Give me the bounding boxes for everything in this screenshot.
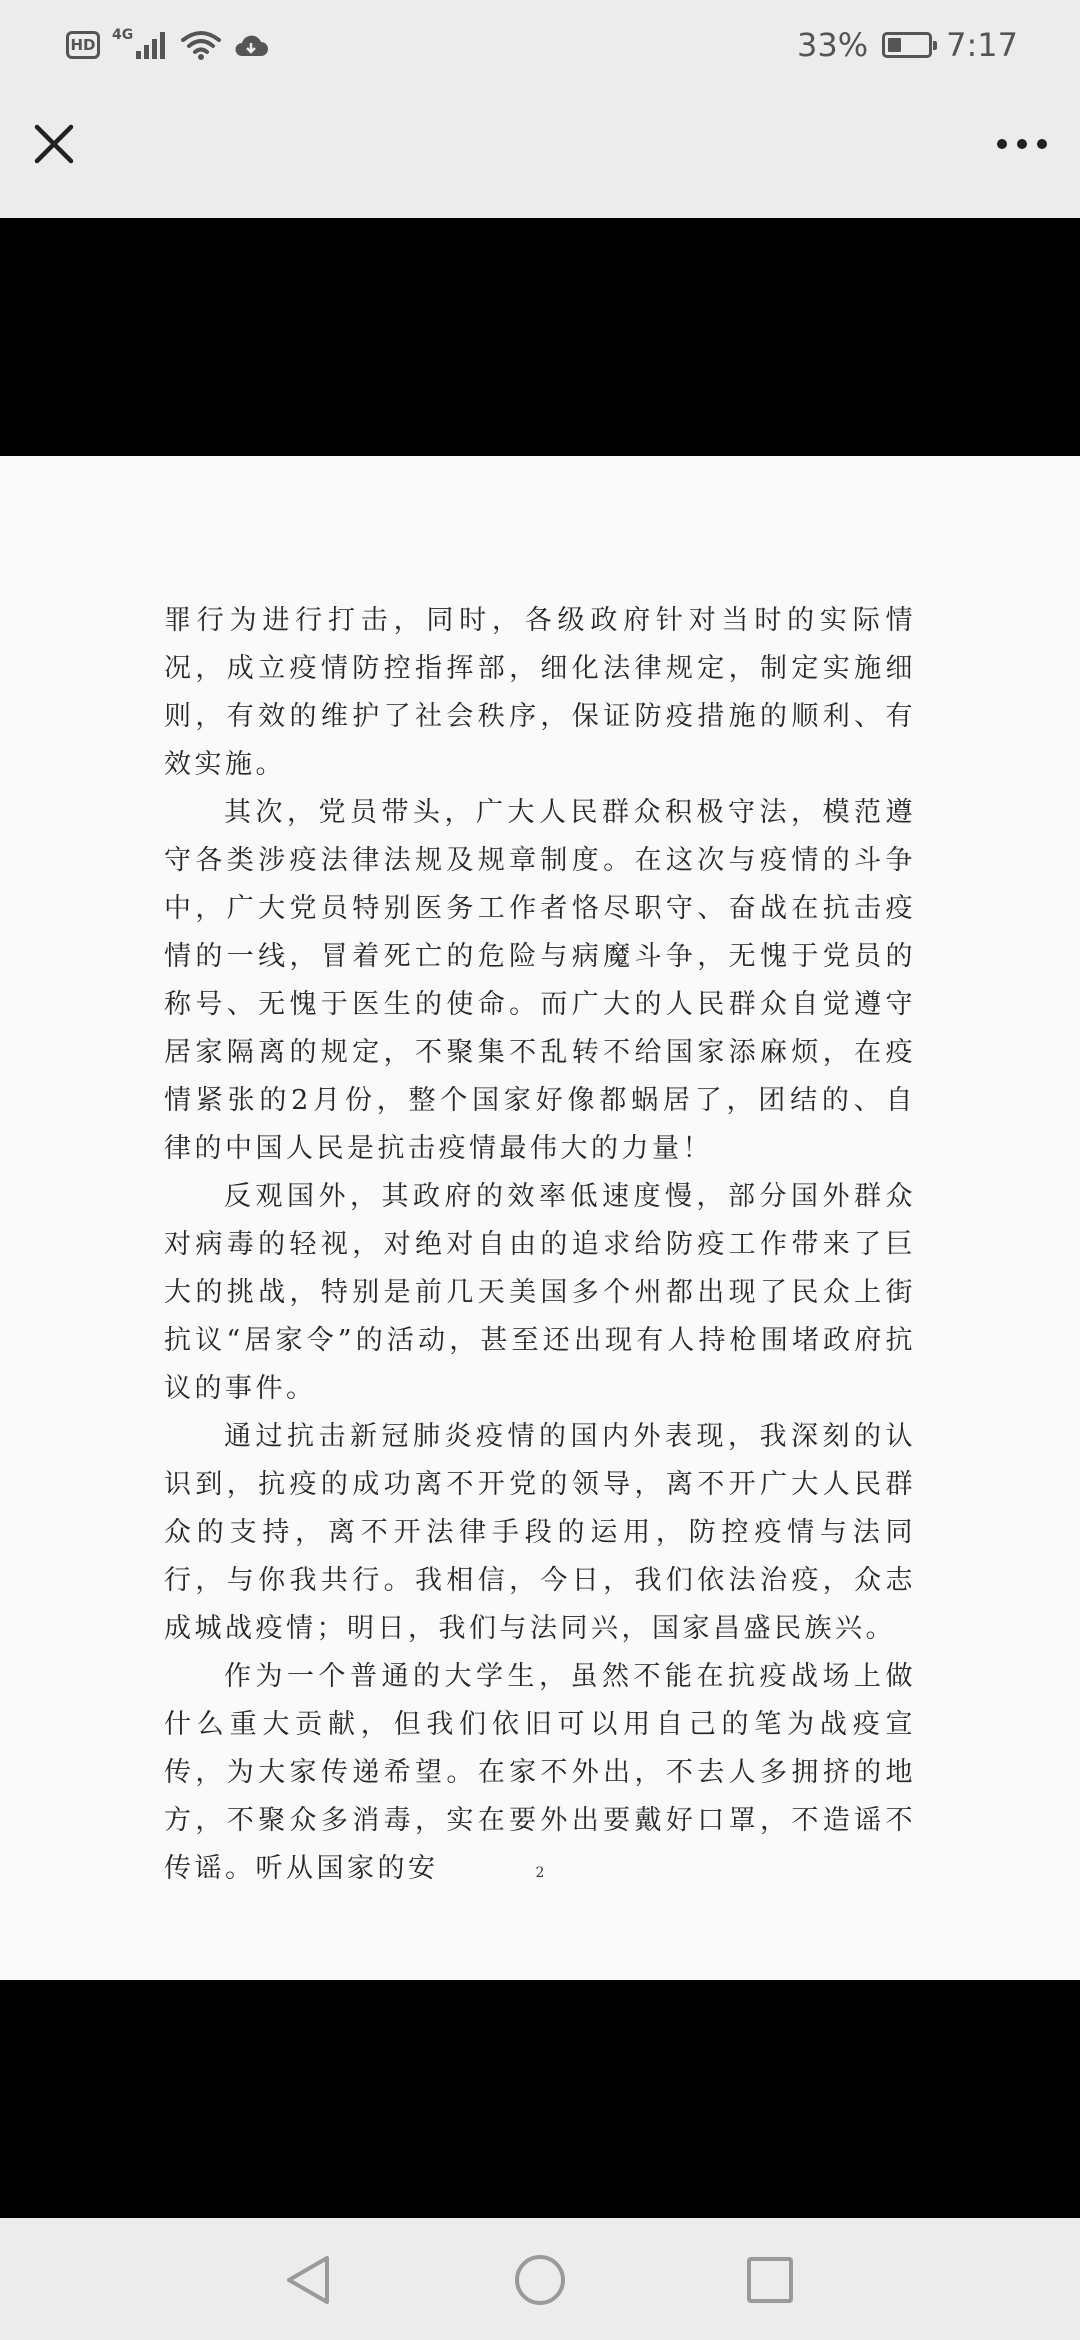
signal-icon	[135, 30, 169, 60]
battery-level-fill	[888, 38, 901, 52]
document-page	[0, 456, 1080, 1980]
recents-button[interactable]	[738, 2248, 802, 2312]
recents-square-icon	[745, 2255, 795, 2305]
close-button[interactable]	[28, 118, 80, 170]
hd-badge: HD	[66, 31, 100, 59]
clock: 7:17	[946, 26, 1018, 64]
battery-icon	[882, 32, 932, 58]
action-bar	[0, 90, 1080, 218]
more-options-button[interactable]	[992, 118, 1052, 170]
status-left	[66, 24, 269, 66]
paragraph: 其次，党员带头，广大人民群众积极守法，模范遵守各类涉疫法律法规及规章制度。在这次与疫情的斗争中，广大党员特别医务工作者恪尽职守、奋战在抗击疫情的一线，冒着死亡的危险与病魔斗争，无愧于党员的称号、无愧于医生的使命。而广大的人民群众自觉遵守居家隔离的规定，不聚集不乱转不给国家添麻烦，在疫情紧张的2月份，整个国家好像都蜗居了，团结的、自律的中国人民是抗击疫情最伟大的力量！	[164, 797, 916, 1164]
battery-percent: 33%	[797, 26, 869, 64]
document-viewer[interactable]	[0, 218, 1080, 2218]
navigation-bar	[0, 2218, 1080, 2340]
document-body	[164, 597, 916, 1893]
home-button[interactable]	[508, 2248, 572, 2312]
status-right	[797, 22, 1018, 68]
home-circle-icon	[513, 2253, 567, 2307]
cloud-icon	[233, 31, 269, 59]
more-horizontal-icon	[996, 138, 1048, 150]
back-triangle-icon	[283, 2253, 333, 2307]
paragraph: 通过抗击新冠肺炎疫情的国内外表现，我深刻的认识到，抗疫的成功离不开党的领导，离不开广大人民群众的支持，离不开法律手段的运用，防控疫情与法同行，与你我共行。我相信，今日，我们依法治疫，众志成城战疫情；明日，我们与法同兴，国家昌盛民族兴。	[164, 1421, 916, 1644]
back-button[interactable]	[276, 2248, 340, 2312]
paragraph: 作为一个普通的大学生，虽然不能在抗疫战场上做什么重大贡献，但我们依旧可以用自己的笔为战疫宣传，为大家传递希望。在家不外出，不去人多拥挤的地方，不聚众多消毒，实在要外出要戴好口罩，不造谣不传谣。听从国家的安	[164, 1661, 916, 1884]
network-type-label: 4G	[112, 27, 134, 43]
wifi-icon	[181, 30, 221, 60]
paragraph: 反观国外，其政府的效率低速度慢，部分国外群众对病毒的轻视，对绝对自由的追求给防疫工作带来了巨大的挑战，特别是前几天美国多个州都出现了民众上街抗议“居家令”的活动，甚至还出现有人持枪围堵政府抗议的事件。	[164, 1181, 916, 1404]
paragraph: 罪行为进行打击，同时，各级政府针对当时的实际情况，成立疫情防控指挥部，细化法律规定，制定实施细则，有效的维护了社会秩序，保证防疫措施的顺利、有效实施。	[164, 605, 916, 780]
page-number: 2	[535, 1865, 545, 1881]
close-icon	[33, 123, 75, 165]
status-bar	[0, 0, 1080, 90]
